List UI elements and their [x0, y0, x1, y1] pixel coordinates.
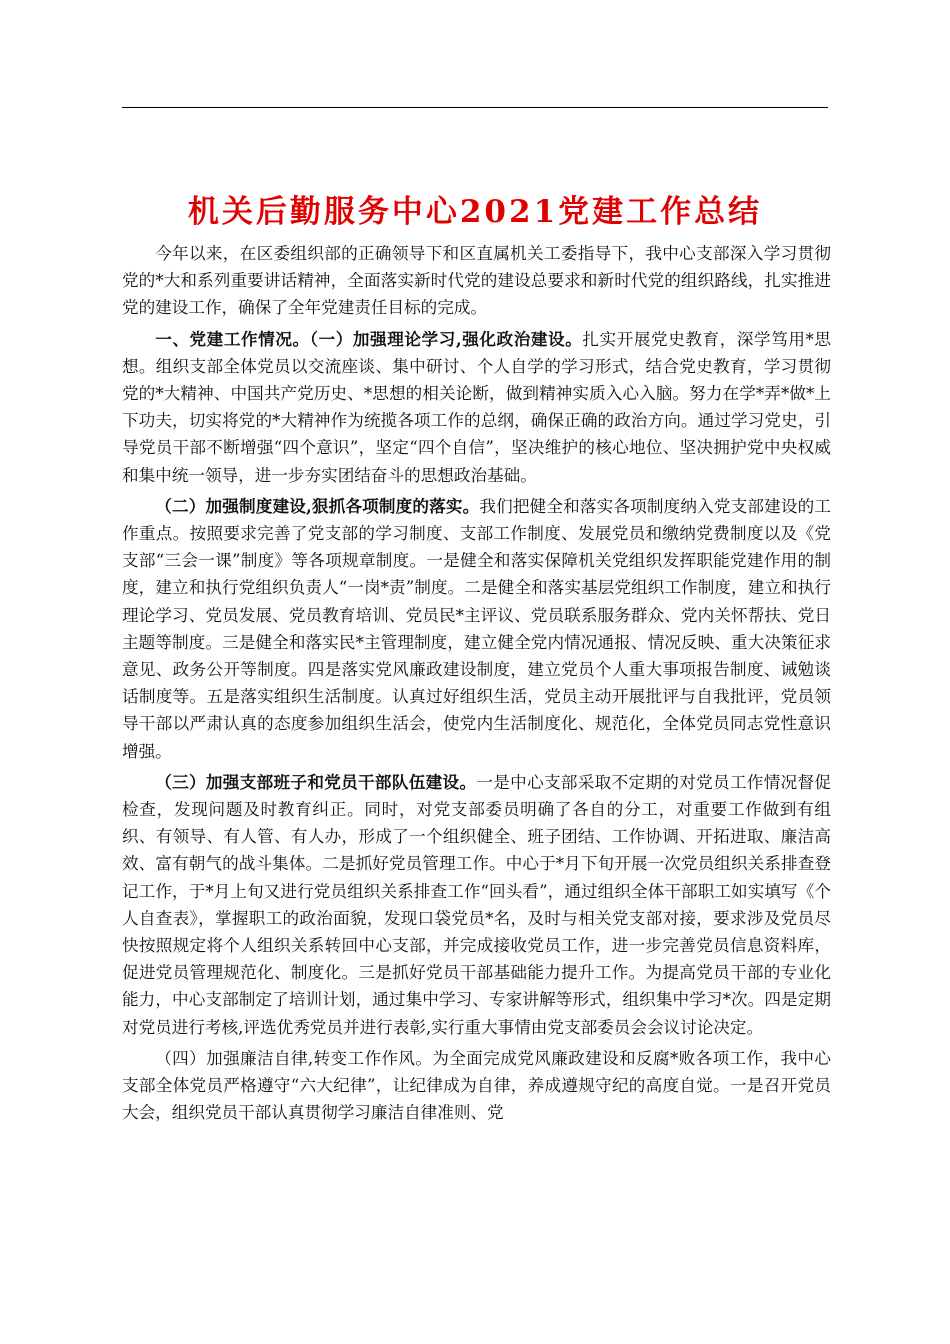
paragraph-section-2: [122, 493, 831, 765]
paragraph-text: 扎实开展党史教育，深学笃用*思想。组织支部全体党员以交流座谈、集中研讨、个人自学的学习形式，结合党史教育，学习贯彻党的*大精神、中国共产党历史、*思想的相关论断，做到精神实质入心入脑。努力在学*弄*做*上下功夫，切实将党的*大精神作为统揽各项工作的总纲，确保正确的政治方向。通过学习党史，引导党员干部不断增强“四个意识”，坚定“四个自信”，坚决维护的核心地位、坚决拥护党中央权威和集中统一领导，进一步夯实团结奋斗的思想政治基础。: [122, 329, 832, 485]
document-title: 机关后勤服务中心2021党建工作总结: [187, 194, 763, 230]
paragraph-heading: 一、党建工作情况。（一）加强理论学习,强化政治建设。: [155, 328, 583, 349]
paragraph-text: 今年以来，在区委组织部的正确领导下和区直属机关工委指导下，我中心支部深入学习贯彻党的*大和系列重要讲话精神，全面落实新时代党的建设总要求和新时代党的组织路线，扎实推进党的建设工作，确保了全年党建责任目标的完成。: [122, 244, 831, 318]
paragraph-heading: （二）加强制度建设,狠抓各项制度的落实。: [155, 495, 480, 516]
paragraph-text: 我们把健全和落实各项制度纳入党支部建设的工作重点。按照要求完善了党支部的学习制度、支部工作制度、发展党员和缴纳党费制度以及《党支部“三会一课”制度》等各项规章制度。一是健全和落实保障机关党组织发挥职能党建作用的制度，建立和执行党组织负责人“一岗*责”制度。二是健全和落实基层党组织工作制度，建立和执行理论学习、党员发展、党员教育培训、党员民*主评议、党员联系服务群众、党内关怀帮扶、党日主题等制度。三是健全和落实民*主管理制度，建立健全党内情况通报、情况反映、重大决策征求意见、政务公开等制度。四是落实党风廉政建设制度，建立党员个人重大事项报告制度、诫勉谈话制度等。五是落实组织生活制度。认真过好组织生活，党员主动开展批评与自我批评，党员领导干部以严肃认真的态度参加组织生活会，使党内生活制度化、规范化，全体党员同志党性意识增强。: [122, 496, 831, 761]
header-rule: [122, 107, 828, 108]
document-body: [122, 240, 831, 1131]
paragraph-text: （四）加强廉洁自律,转变工作作风。为全面完成党风廉政建设和反腐*败各项工作，我中心支部全体党员严格遵守“六大纪律”，让纪律成为自律，养成遵规守纪的高度自觉。一是召开党员大会，组织党员干部认真贯彻学习廉洁自律准则、党: [122, 1048, 831, 1123]
paragraph-text: 一是中心支部采取不定期的对党员工作情况督促检查，发现问题及时教育纠正。同时，对党支部委员明确了各自的分工，对重要工作做到有组织、有领导、有人管、有人办，形成了一个组织健全、班子团结、工作协调、开拓进取、廉洁高效、富有朝气的战斗集体。二是抓好党员管理工作。中心于*月下旬开展一次党员组织关系排查登记工作，于*月上旬又进行党员组织关系排查工作“回头看”，通过组织全体干部职工如实填写《个人自查表》，掌握职工的政治面貌，发现口袋党员*名，及时与相关党支部对接，要求涉及党员尽快按照规定将个人组织关系转回中心支部，并完成接收党员工作，进一步完善党员信息资料库，促进党员管理规范化、制度化。三是抓好党员干部基础能力提升工作。为提高党员干部的专业化能力，中心支部制定了培训计划，通过集中学习、专家讲解等形式，组织集中学习*次。四是定期对党员进行考核,评选优秀党员并进行表彰,实行重大事情由党支部委员会会议讨论决定。: [122, 772, 832, 1037]
paragraph-heading: （三）加强支部班子和党员干部队伍建设。: [155, 771, 477, 792]
paragraph-section-1: [122, 326, 831, 489]
paragraph-intro: [122, 240, 831, 322]
paragraph-section-4: [122, 1045, 831, 1127]
paragraph-section-3: [122, 769, 831, 1041]
